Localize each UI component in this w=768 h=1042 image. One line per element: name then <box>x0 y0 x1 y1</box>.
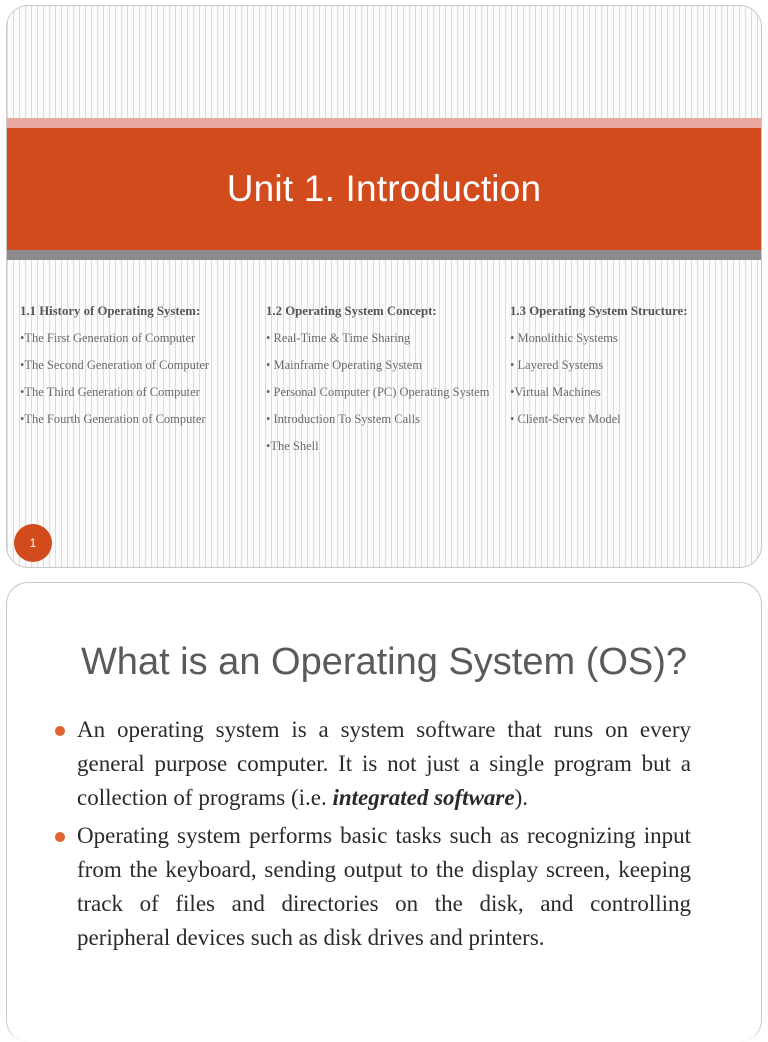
bullet-text: An operating system is a system software that runs on every general purpose computer. It is not just a single program but a collection of programs (i.e. <box>77 717 691 810</box>
title-band-accent-top <box>7 118 761 128</box>
topic-item: • Client-Server Model <box>510 412 621 426</box>
topic-item: •The First Generation of Computer <box>20 331 196 345</box>
topic-item: • Introduction To System Calls <box>266 412 420 426</box>
topic-item: •The Fourth Generation of Computer <box>20 412 206 426</box>
title-band <box>7 128 761 250</box>
column-heading: 1.1 History of Operating System: <box>20 304 201 318</box>
bullet-dot-icon <box>55 726 65 736</box>
topic-item: •The Second Generation of Computer <box>20 358 210 372</box>
slide-2-title: What is an Operating System (OS)? <box>80 641 688 683</box>
topic-item: • Monolithic Systems <box>510 331 618 345</box>
bullet-dot-icon <box>55 832 65 842</box>
column-heading: 1.3 Operating System Structure: <box>510 304 688 318</box>
bullet-item <box>55 713 691 815</box>
slide-2 <box>6 582 762 1042</box>
bullet-text: Operating system performs basic tasks such as recognizing input from the keyboard, sending output to the display screen, keeping track of files and directories on the disk, and controlling peripheral devices such as disk drives and printers. <box>77 823 691 950</box>
bullet-item <box>55 819 691 955</box>
topic-column-concept <box>266 298 489 460</box>
slide-1-title: Unit 1. Introduction <box>226 168 542 209</box>
bullet-emphasis: integrated software <box>332 785 515 810</box>
topic-item: •Virtual Machines <box>510 385 601 399</box>
topic-column-structure <box>510 298 687 433</box>
topic-item: • Real-Time & Time Sharing <box>266 331 411 345</box>
bullet-text-end: ). <box>514 785 528 810</box>
page-number-badge: 1 <box>14 524 52 562</box>
topic-item: •The Third Generation of Computer <box>20 385 200 399</box>
slide-1 <box>6 5 762 568</box>
topic-column-history <box>20 298 209 433</box>
topic-item: •The Shell <box>266 439 319 453</box>
title-band-accent-bottom <box>7 250 761 260</box>
topic-item: • Personal Computer (PC) Operating System <box>266 385 490 399</box>
topic-item: • Layered Systems <box>510 358 604 372</box>
column-heading: 1.2 Operating System Concept: <box>266 304 437 318</box>
bullet-list <box>55 713 691 959</box>
topic-item: • Mainframe Operating System <box>266 358 423 372</box>
